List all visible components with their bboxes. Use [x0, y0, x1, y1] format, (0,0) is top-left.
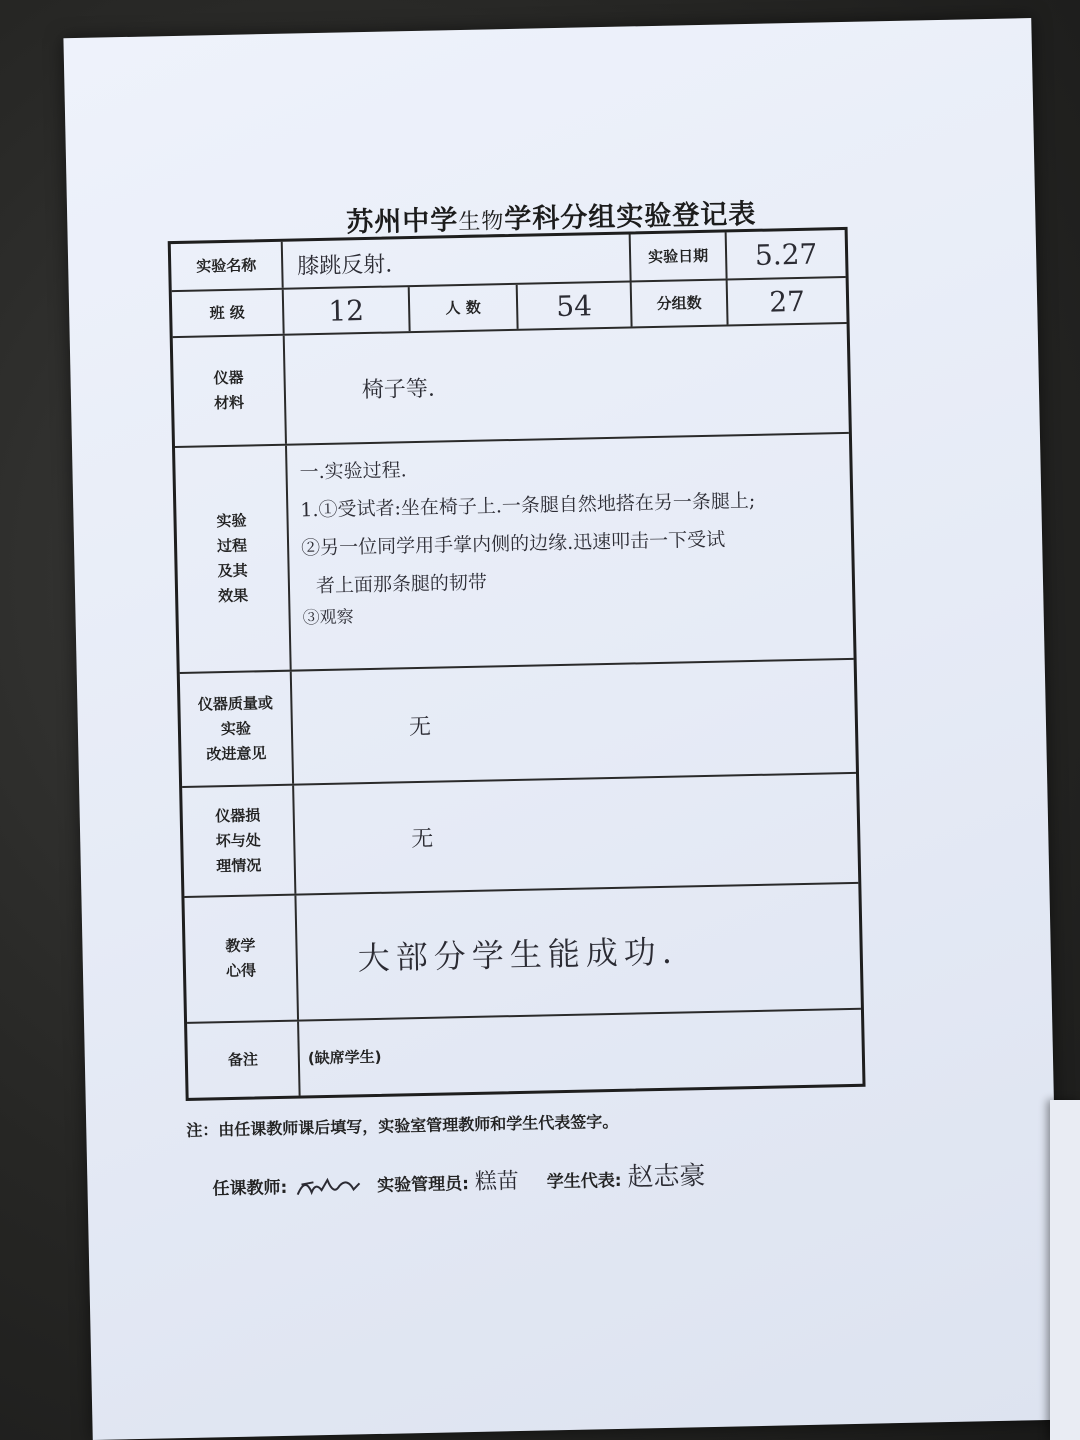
label-damage-line-3: 理情况 — [216, 855, 262, 875]
student-label: 学生代表: — [546, 1170, 622, 1193]
label-remarks: 备注 — [227, 1049, 259, 1069]
label-cell — [182, 786, 296, 896]
label-cell — [173, 336, 287, 446]
value-cell — [292, 660, 856, 784]
process-text — [299, 442, 845, 631]
value-equipment: 椅子等. — [361, 376, 436, 403]
label-cell — [184, 896, 299, 1022]
row-damage — [182, 774, 858, 898]
label-class: 班 级 — [209, 303, 245, 322]
process-line: 一.实验过程. — [299, 459, 407, 484]
admin-signature: 糕苗 — [474, 1169, 520, 1195]
label-cell — [180, 672, 294, 786]
label-cell — [632, 280, 729, 326]
label-equipment-line-1: 仪器 — [213, 368, 244, 388]
label-cell — [187, 1022, 301, 1098]
teacher-label: 任课教师: — [212, 1177, 288, 1200]
teacher-signature — [293, 1171, 364, 1202]
value-cell — [284, 287, 411, 334]
row-quality — [180, 660, 856, 788]
process-line: 1.①受试者:坐在椅子上.一条腿自然地搭在另一条腿上; — [300, 489, 756, 522]
title-prefix: 苏州中学 — [346, 205, 459, 239]
signature-line — [212, 1155, 706, 1204]
label-cell — [171, 242, 284, 290]
second-sheet-edge — [1050, 1100, 1080, 1440]
student-signature: 赵志豪 — [627, 1161, 706, 1193]
label-process-line-2: 过程 — [216, 536, 248, 556]
value-cell — [283, 234, 632, 287]
value-damage: 无 — [411, 826, 434, 852]
row-teaching — [184, 884, 860, 1024]
value-cell — [296, 884, 860, 1020]
value-cell — [285, 324, 849, 444]
paper-sheet — [63, 18, 1060, 1440]
label-quality-line-3: 改进意见 — [206, 743, 267, 763]
label-damage-line-1: 仪器损 — [215, 805, 261, 825]
value-cell — [727, 230, 846, 278]
label-cell — [175, 446, 292, 672]
value-remarks: (缺席学生) — [307, 1047, 382, 1067]
row-process — [175, 434, 854, 674]
label-teaching-line-1: 教学 — [225, 936, 256, 956]
label-quality-line-2: 实验 — [220, 719, 252, 738]
label-groups: 分组数 — [656, 293, 702, 313]
title-suffix: 学科分组实验登记表 — [503, 198, 757, 236]
row-equipment — [173, 324, 849, 448]
process-line: 者上面那条腿的韧带 — [315, 571, 488, 598]
value-experiment-name: 膝跳反射. — [296, 251, 393, 279]
label-process-line-3: 及其 — [217, 561, 248, 581]
process-line: ③观察 — [302, 607, 354, 629]
label-damage-line-2: 坏与处 — [215, 830, 261, 850]
process-line: ②另一位同学用手掌内侧的边缘.迅速叩击一下受试 — [300, 528, 726, 560]
title-handwritten-subject: 生物 — [458, 209, 505, 236]
admin-label: 实验管理员: — [376, 1174, 470, 1196]
value-cell — [287, 434, 854, 670]
label-teaching-line-2: 心得 — [225, 961, 257, 981]
row-remarks — [187, 1010, 862, 1098]
label-process-line-1: 实验 — [216, 511, 247, 531]
label-cell — [410, 285, 519, 331]
value-cell — [299, 1010, 862, 1096]
value-headcount: 54 — [555, 288, 593, 323]
value-teaching: 大部分学生能成功. — [357, 932, 679, 978]
value-experiment-date: 5.27 — [754, 237, 818, 272]
footer-note: 注：由任课教师课后填写，实验室管理教师和学生代表签字。 — [186, 1111, 619, 1140]
label-cell — [631, 232, 728, 280]
value-cell — [294, 774, 858, 894]
value-cell — [518, 282, 633, 328]
label-quality-line-1: 仪器质量或 — [197, 693, 274, 714]
registration-table — [168, 227, 866, 1101]
value-groups: 27 — [768, 284, 806, 319]
value-class: 12 — [328, 293, 365, 328]
label-process-line-4: 效果 — [217, 586, 249, 606]
label-experiment-name: 实验名称 — [196, 255, 257, 276]
value-cell — [728, 278, 847, 324]
value-quality: 无 — [408, 714, 432, 740]
label-experiment-date: 实验日期 — [647, 246, 709, 266]
label-cell — [172, 290, 285, 336]
label-equipment-line-2: 材料 — [213, 393, 245, 413]
label-headcount: 人 数 — [445, 298, 481, 317]
